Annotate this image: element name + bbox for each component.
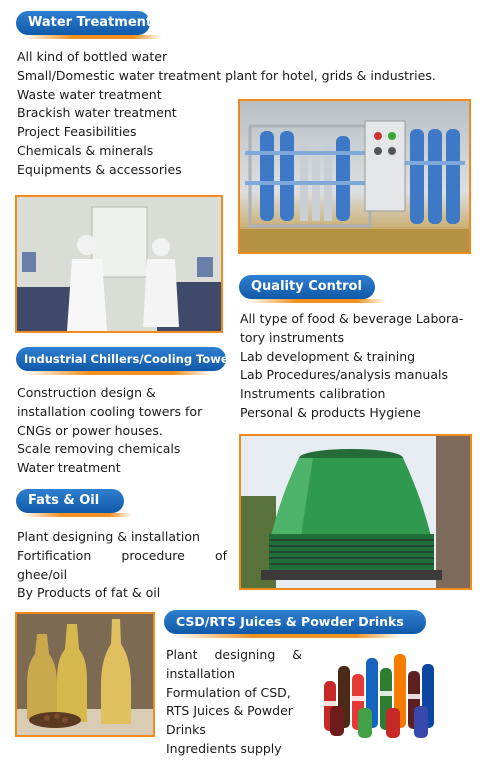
cooling-tower-photo xyxy=(239,434,472,590)
laboratory-photo xyxy=(15,195,223,333)
soft-drink-bottles-image xyxy=(316,646,446,742)
list-item: Small/Domestic water treatment plant for hotel, grids & industries. xyxy=(17,67,436,83)
laboratory-illustration xyxy=(17,197,221,331)
list-item: Ingredients supply xyxy=(166,740,282,756)
cooling-tower-illustration xyxy=(241,436,470,588)
water-plant-illustration xyxy=(240,101,469,252)
list-item: By Products of fat & oil xyxy=(17,585,161,601)
list-item: All type of food & beverage Labora- xyxy=(240,311,464,326)
list-item: Instruments calibration xyxy=(240,386,386,402)
list-item: installation xyxy=(166,665,236,681)
water-treatment-heading: Water Treatment xyxy=(16,11,150,35)
list-item: CNGs or power houses. xyxy=(17,422,163,438)
list-item: Formulation of CSD, xyxy=(166,684,291,700)
list-item: Lab Procedures/analysis manuals xyxy=(240,367,448,383)
list-item: RTS Juices & Powder xyxy=(166,703,293,719)
list-item: tory instruments xyxy=(240,329,345,345)
fats-heading-underline xyxy=(22,513,132,517)
oil-bottles-illustration xyxy=(17,614,153,735)
list-item: Scale removing chemicals xyxy=(17,441,181,457)
csd-heading-underline xyxy=(172,634,402,638)
list-item: Equipments & accessories xyxy=(17,161,182,177)
industrial-chillers-heading: Industrial Chillers/Cooling Tower xyxy=(16,347,226,371)
list-item: Waste water treatment xyxy=(17,86,162,102)
list-item: Chemicals & minerals xyxy=(17,142,154,158)
water-heading-underline xyxy=(22,35,162,39)
list-item: Lab development & training xyxy=(240,348,416,364)
list-item: Plant designing & installation xyxy=(17,529,200,544)
quality-heading-underline xyxy=(246,299,386,303)
list-item: Construction design & xyxy=(17,385,156,400)
list-item: Project Feasibilities xyxy=(17,124,137,140)
list-item: Plant designing & xyxy=(166,647,302,662)
list-item: Brackish water treatment xyxy=(17,105,177,121)
list-item: All kind of bottled water xyxy=(17,49,168,64)
quality-control-list xyxy=(240,310,463,423)
list-item: Drinks xyxy=(166,722,206,738)
list-item: installation cooling towers for xyxy=(17,403,203,419)
water-treatment-plant-photo xyxy=(238,99,471,254)
quality-control-heading: Quality Control xyxy=(239,275,375,299)
drink-bottles-illustration xyxy=(316,646,446,742)
list-item: Water treatment xyxy=(17,460,121,476)
csd-rts-list xyxy=(166,646,302,759)
industrial-chillers-list xyxy=(17,384,202,478)
fats-oil-heading: Fats & Oil xyxy=(16,489,124,513)
list-item: Fortification procedure of xyxy=(17,547,227,563)
chillers-heading-underline xyxy=(22,371,212,375)
csd-rts-heading: CSD/RTS Juices & Powder Drinks xyxy=(164,610,426,634)
list-item: Personal & products Hygiene xyxy=(240,404,421,420)
fats-oil-list xyxy=(17,528,227,603)
oil-bottles-photo xyxy=(15,612,155,737)
list-item: ghee/oil xyxy=(17,566,68,582)
